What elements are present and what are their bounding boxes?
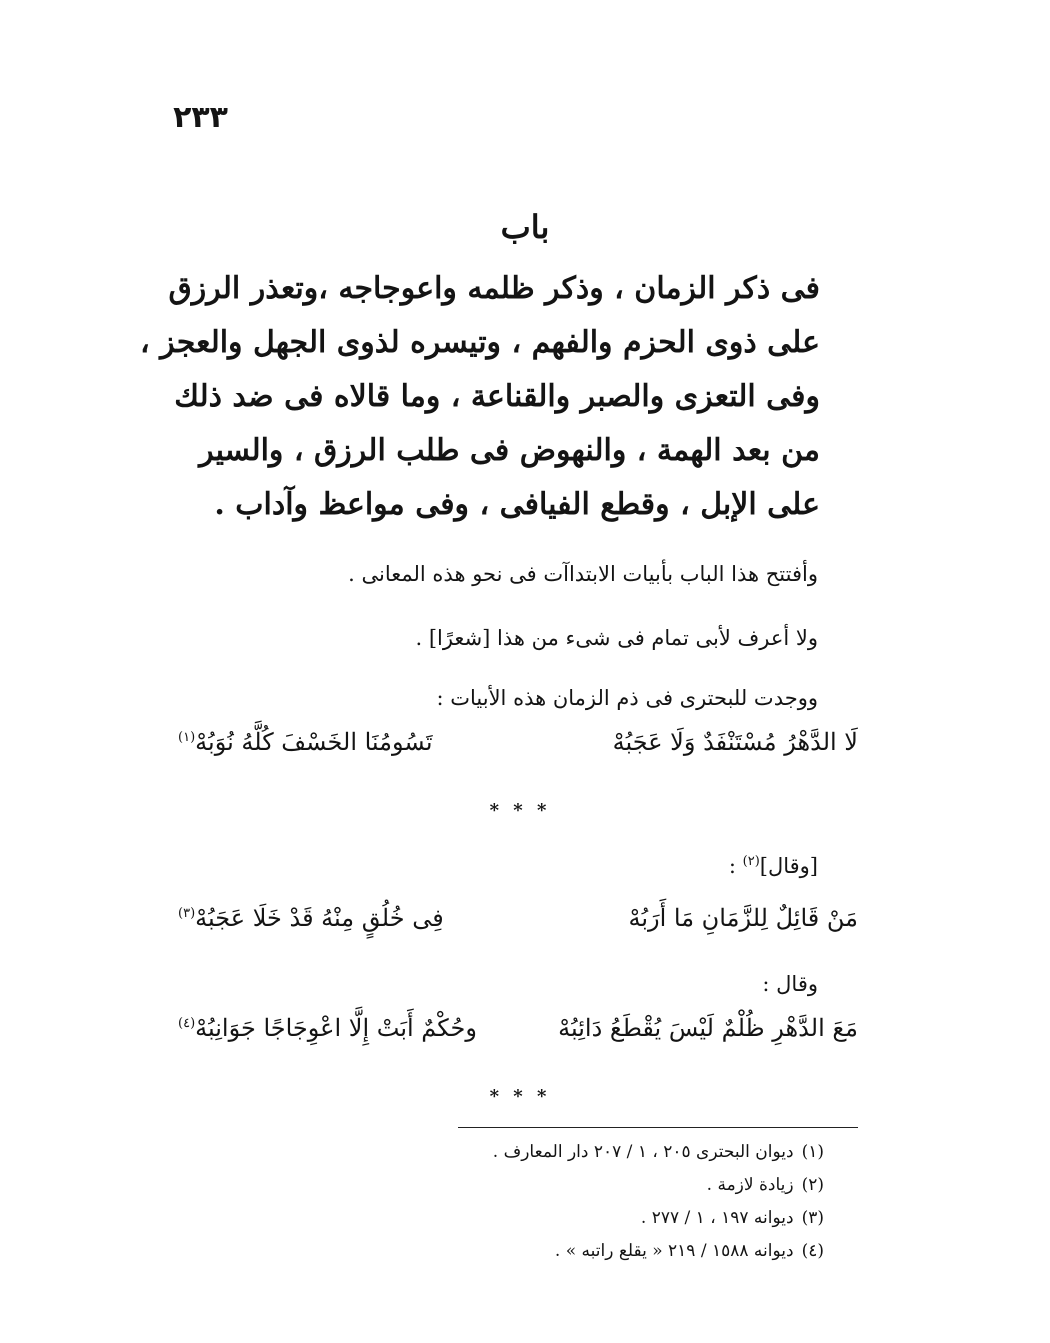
verse-hemistich-first: لَا الدَّهْرُ مُسْتَنْفَدٌ وَلَا عَجَبُهْ [612, 728, 858, 756]
verse-1 [178, 728, 858, 756]
footnote-number: (٤) [801, 1241, 824, 1261]
said-line: وقال : [762, 972, 818, 996]
said-line [198, 854, 818, 878]
chapter-description-line: وفى التعزى والصبر والقناعة ، وما قالاه فى ضد ذلك [174, 379, 820, 414]
intro-line: ولا أعرف لأبى تمام فى شىء من هذا [شعرًا] . [415, 626, 818, 650]
footnote-ref: (١) [178, 730, 196, 745]
verse-2 [178, 904, 858, 932]
verse-hemistich-second [178, 1014, 477, 1042]
said-text: [وقال] [759, 854, 818, 878]
verse-hemistich-second [178, 728, 433, 756]
footnote-number: (٢) [801, 1175, 824, 1195]
chapter-heading: باب [500, 208, 550, 246]
verse-text: وحُكْمٌ أَبَتْ إِلَّا اعْوِجَاجًا جَوَانِبُهْ [195, 1014, 477, 1042]
footnote-text: ديوانه ١٥٨٨ / ٢١٩ « يقلع راتبه » . [554, 1241, 794, 1261]
footnote-item [404, 1170, 824, 1201]
footnote-ref: (٢) [742, 854, 760, 869]
footnote-ref: (٣) [178, 906, 196, 921]
footnote-number: (١) [801, 1142, 824, 1162]
intro-line: ووجدت للبحترى فى ذم الزمان هذه الأبيات : [436, 686, 818, 710]
verse-hemistich-first: مَنْ قَائِلٌ لِلزَّمَانِ مَا أَرَبُهْ [628, 904, 858, 932]
section-separator: * * * [489, 800, 551, 821]
footnote-item [404, 1236, 824, 1267]
said-colon: : [728, 854, 736, 878]
verse-hemistich-second [178, 904, 444, 932]
footnote-item [404, 1137, 824, 1168]
chapter-description [140, 262, 820, 532]
intro-line: وأفتتح هذا الباب بأبيات الابتداآت فى نحو هذه المعانى . [348, 562, 818, 586]
page-number: ٢٣٣ [173, 100, 228, 135]
footnote-divider [458, 1127, 858, 1128]
verse-text: تَسُومُنَا الخَسْفَ كُلَّهُ نُوَبُهْ [195, 728, 433, 756]
footnote-text: ديوانه ١٩٧ ، ١ / ٢٧٧ . [640, 1208, 794, 1228]
footnote-ref: (٤) [178, 1016, 196, 1031]
footnote-text: ديوان البحترى ٢٠٥ ، ١ / ٢٠٧ دار المعارف . [492, 1142, 794, 1162]
chapter-description-line: من بعد الهمة ، والنهوض فى طلب الرزق ، والسير [199, 433, 820, 468]
verse-3 [178, 1014, 858, 1042]
verse-text: فِى خُلُقٍ مِنْهُ قَدْ خَلَا عَجَبُهْ [195, 904, 444, 932]
footnote-item [404, 1203, 824, 1234]
verse-hemistich-first: مَعَ الدَّهْرِ ظُلْمٌ لَيْسَ يُقْطَعُ دَائِبُهْ [558, 1014, 858, 1042]
chapter-description-line: على الإبل ، وقطع الفيافى ، وفى مواعظ وآداب . [214, 487, 820, 522]
footnote-text: زيادة لازمة . [706, 1175, 794, 1195]
footnotes [404, 1137, 824, 1269]
chapter-description-line: على ذوى الحزم والفهم ، وتيسره لذوى الجهل والعجز ، [140, 325, 820, 360]
section-separator: * * * [489, 1086, 551, 1107]
footnote-number: (٣) [801, 1208, 824, 1228]
chapter-description-line: فى ذكر الزمان ، وذكر ظلمه واعوجاجه ،وتعذر الرزق [168, 271, 820, 306]
